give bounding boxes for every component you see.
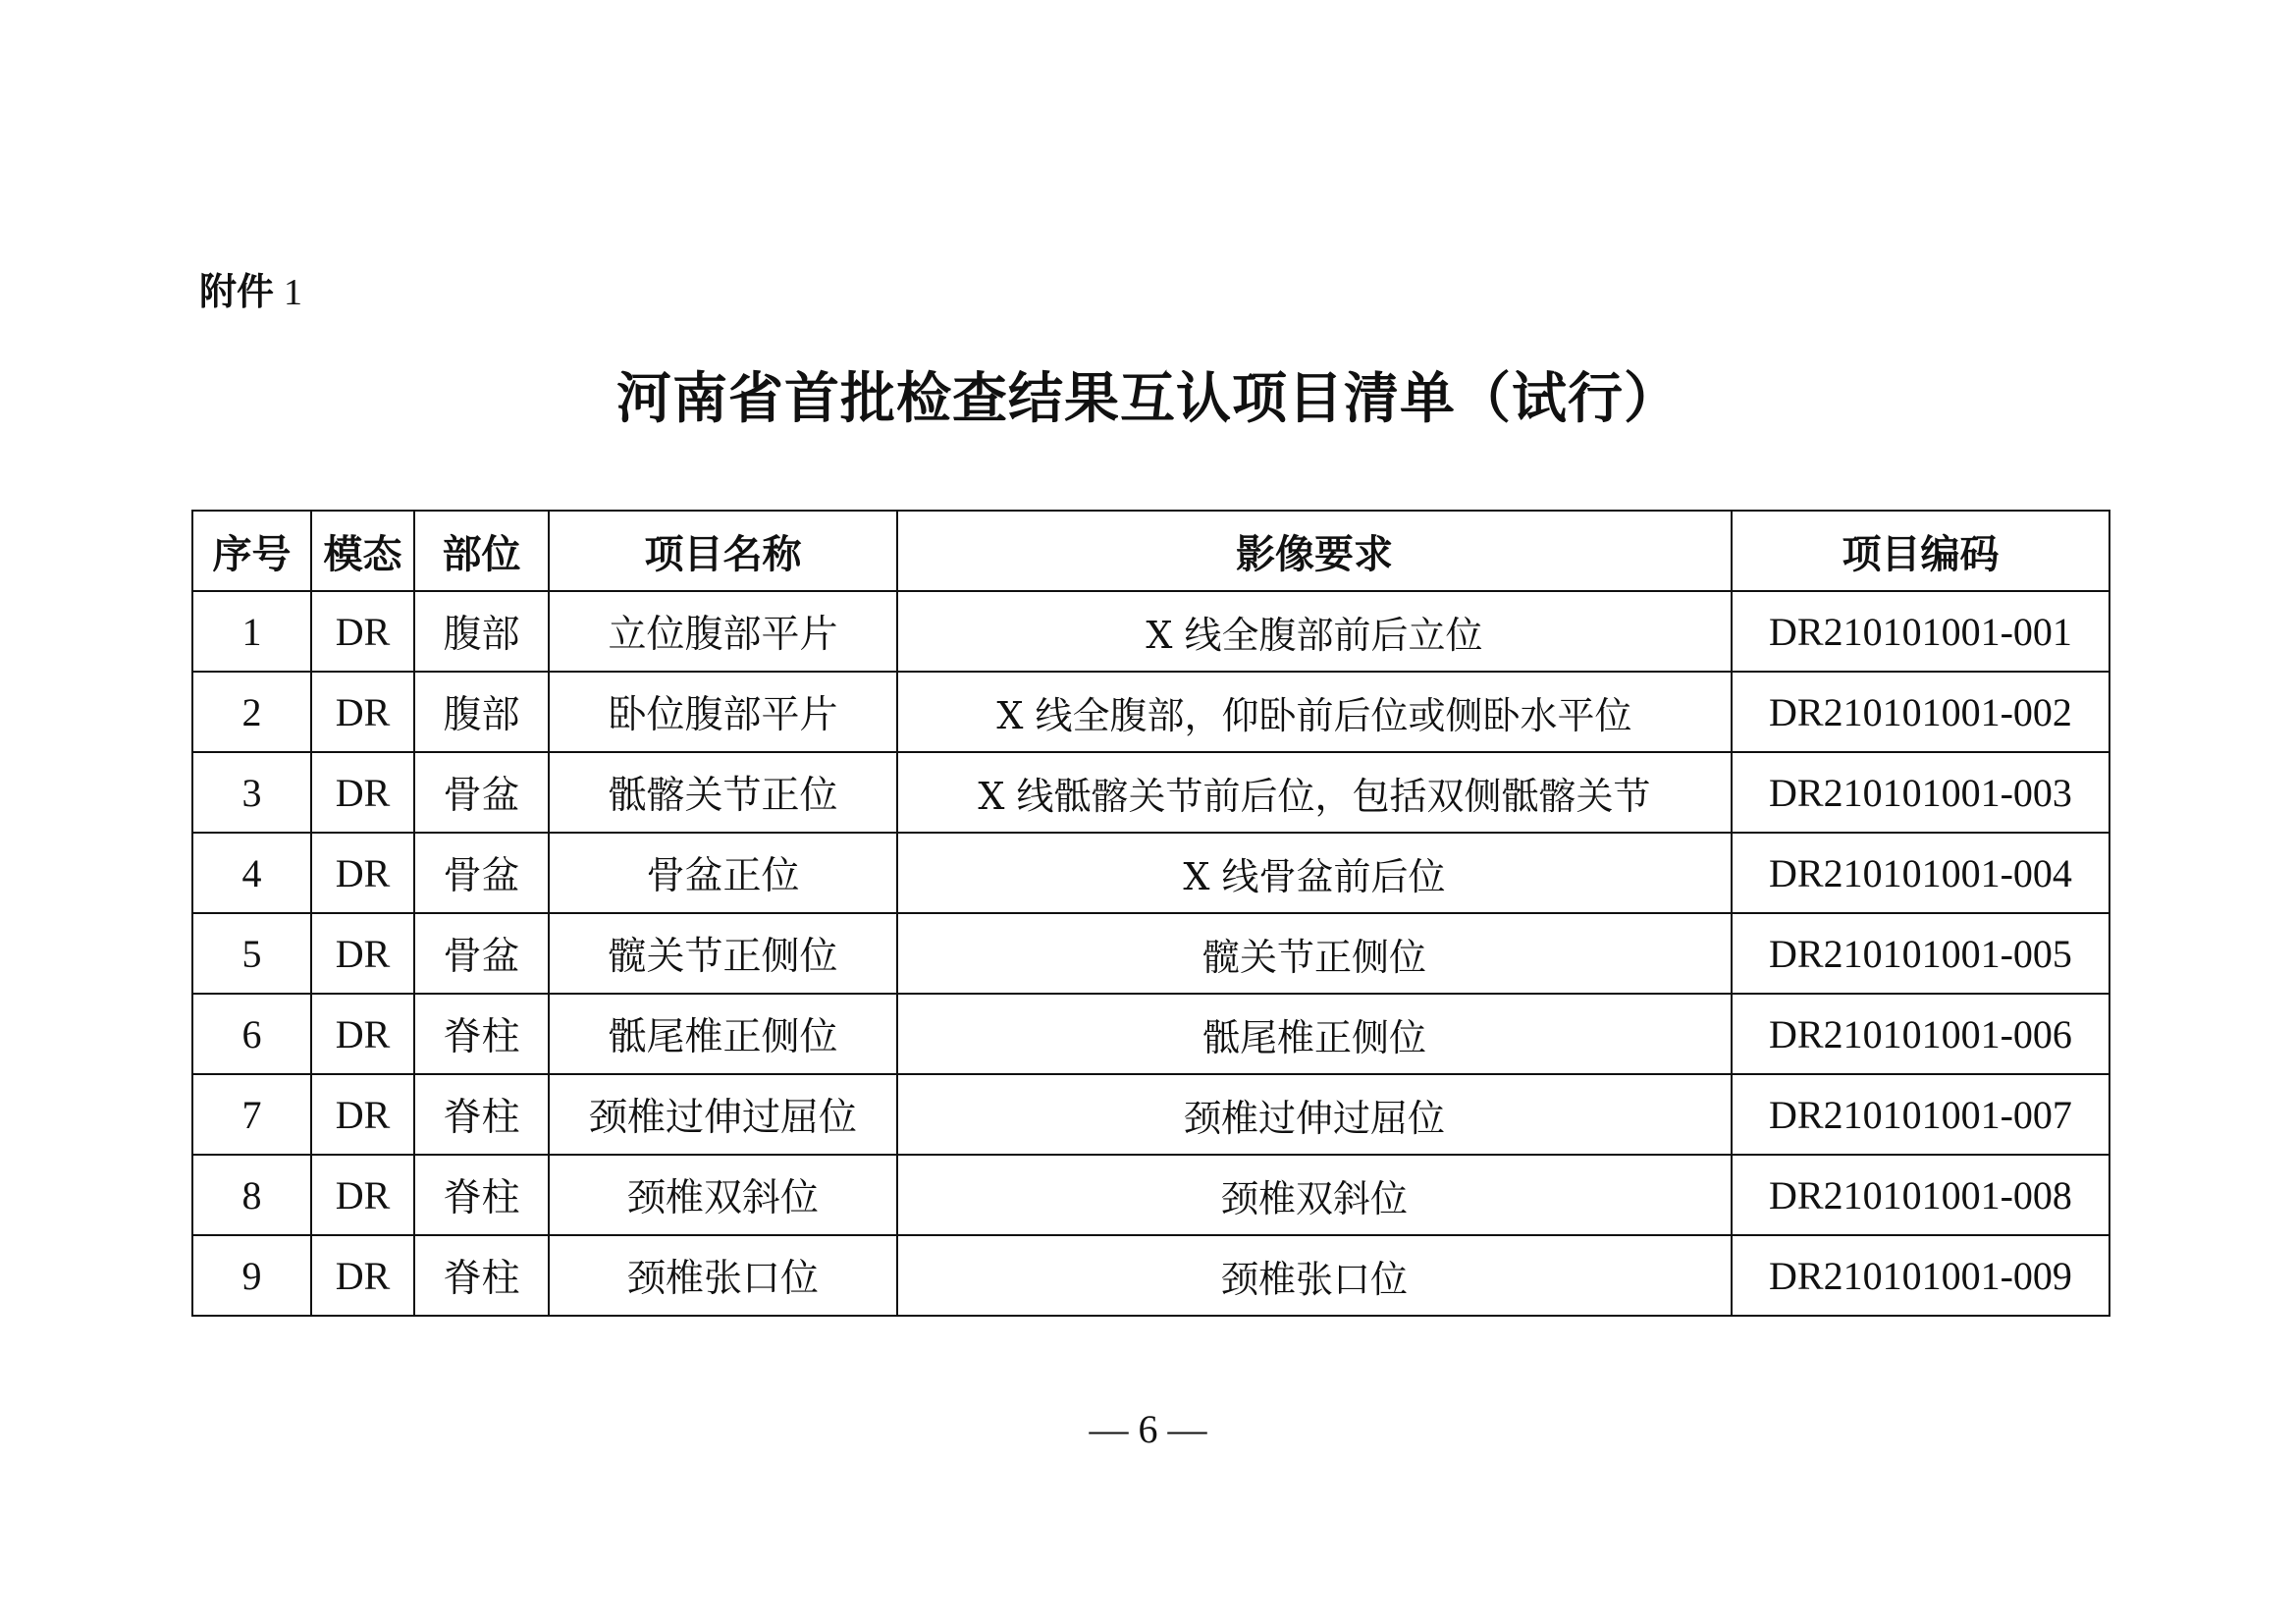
cell-part: 脊柱 bbox=[414, 994, 549, 1074]
cell-part: 脊柱 bbox=[414, 1074, 549, 1155]
cell-code: DR210101001-006 bbox=[1732, 994, 2109, 1074]
header-code: 项目编码 bbox=[1732, 511, 2109, 591]
cell-code: DR210101001-004 bbox=[1732, 833, 2109, 913]
cell-name: 卧位腹部平片 bbox=[549, 672, 897, 752]
cell-no: 1 bbox=[192, 591, 311, 672]
cell-name: 颈椎张口位 bbox=[549, 1235, 897, 1316]
cell-no: 8 bbox=[192, 1155, 311, 1235]
cell-part: 腹部 bbox=[414, 591, 549, 672]
cell-name: 颈椎过伸过屈位 bbox=[549, 1074, 897, 1155]
cell-name: 骶尾椎正侧位 bbox=[549, 994, 897, 1074]
cell-requirement: 髋关节正侧位 bbox=[897, 913, 1732, 994]
table-row bbox=[192, 672, 2109, 752]
cell-part: 骨盆 bbox=[414, 833, 549, 913]
cell-code: DR210101001-009 bbox=[1732, 1235, 2109, 1316]
cell-part: 腹部 bbox=[414, 672, 549, 752]
table-row bbox=[192, 994, 2109, 1074]
cell-name: 髋关节正侧位 bbox=[549, 913, 897, 994]
header-modality: 模态 bbox=[311, 511, 414, 591]
table-header-row bbox=[192, 511, 2109, 591]
cell-requirement: X 线骶髂关节前后位，包括双侧骶髂关节 bbox=[897, 752, 1732, 833]
cell-part: 脊柱 bbox=[414, 1155, 549, 1235]
cell-name: 颈椎双斜位 bbox=[549, 1155, 897, 1235]
cell-no: 3 bbox=[192, 752, 311, 833]
cell-requirement: 颈椎双斜位 bbox=[897, 1155, 1732, 1235]
cell-requirement: X 线全腹部前后立位 bbox=[897, 591, 1732, 672]
cell-modality: DR bbox=[311, 994, 414, 1074]
header-name: 项目名称 bbox=[549, 511, 897, 591]
cell-modality: DR bbox=[311, 833, 414, 913]
cell-no: 4 bbox=[192, 833, 311, 913]
document-title: 河南省首批检查结果互认项目清单（试行） bbox=[616, 367, 1680, 431]
cell-code: DR210101001-003 bbox=[1732, 752, 2109, 833]
cell-modality: DR bbox=[311, 672, 414, 752]
attachment-label bbox=[199, 263, 302, 321]
cell-name: 骨盆正位 bbox=[549, 833, 897, 913]
table-row bbox=[192, 1155, 2109, 1235]
attachment-text: 附件 bbox=[199, 270, 275, 313]
cell-modality: DR bbox=[311, 1074, 414, 1155]
page-number: — 6 — bbox=[1089, 1407, 1207, 1451]
cell-part: 骨盆 bbox=[414, 752, 549, 833]
table-row bbox=[192, 913, 2109, 994]
cell-modality: DR bbox=[311, 1235, 414, 1316]
cell-modality: DR bbox=[311, 1155, 414, 1235]
table-row bbox=[192, 833, 2109, 913]
cell-modality: DR bbox=[311, 591, 414, 672]
cell-modality: DR bbox=[311, 913, 414, 994]
cell-requirement: 颈椎张口位 bbox=[897, 1235, 1732, 1316]
cell-code: DR210101001-007 bbox=[1732, 1074, 2109, 1155]
header-part: 部位 bbox=[414, 511, 549, 591]
header-no: 序号 bbox=[192, 511, 311, 591]
table-row bbox=[192, 1074, 2109, 1155]
cell-requirement: 颈椎过伸过屈位 bbox=[897, 1074, 1732, 1155]
cell-no: 2 bbox=[192, 672, 311, 752]
cell-no: 6 bbox=[192, 994, 311, 1074]
attachment-number: 1 bbox=[284, 272, 303, 313]
cell-code: DR210101001-002 bbox=[1732, 672, 2109, 752]
cell-no: 9 bbox=[192, 1235, 311, 1316]
cell-requirement: 骶尾椎正侧位 bbox=[897, 994, 1732, 1074]
cell-no: 5 bbox=[192, 913, 311, 994]
cell-name: 立位腹部平片 bbox=[549, 591, 897, 672]
project-list-table bbox=[191, 510, 2110, 1317]
cell-part: 骨盆 bbox=[414, 913, 549, 994]
table-row bbox=[192, 1235, 2109, 1316]
cell-code: DR210101001-005 bbox=[1732, 913, 2109, 994]
table-row bbox=[192, 591, 2109, 672]
cell-name: 骶髂关节正位 bbox=[549, 752, 897, 833]
cell-modality: DR bbox=[311, 752, 414, 833]
cell-requirement: X 线骨盆前后位 bbox=[897, 833, 1732, 913]
cell-no: 7 bbox=[192, 1074, 311, 1155]
header-requirement: 影像要求 bbox=[897, 511, 1732, 591]
cell-part: 脊柱 bbox=[414, 1235, 549, 1316]
cell-requirement: X 线全腹部，仰卧前后位或侧卧水平位 bbox=[897, 672, 1732, 752]
cell-code: DR210101001-001 bbox=[1732, 591, 2109, 672]
cell-code: DR210101001-008 bbox=[1732, 1155, 2109, 1235]
table-row bbox=[192, 752, 2109, 833]
